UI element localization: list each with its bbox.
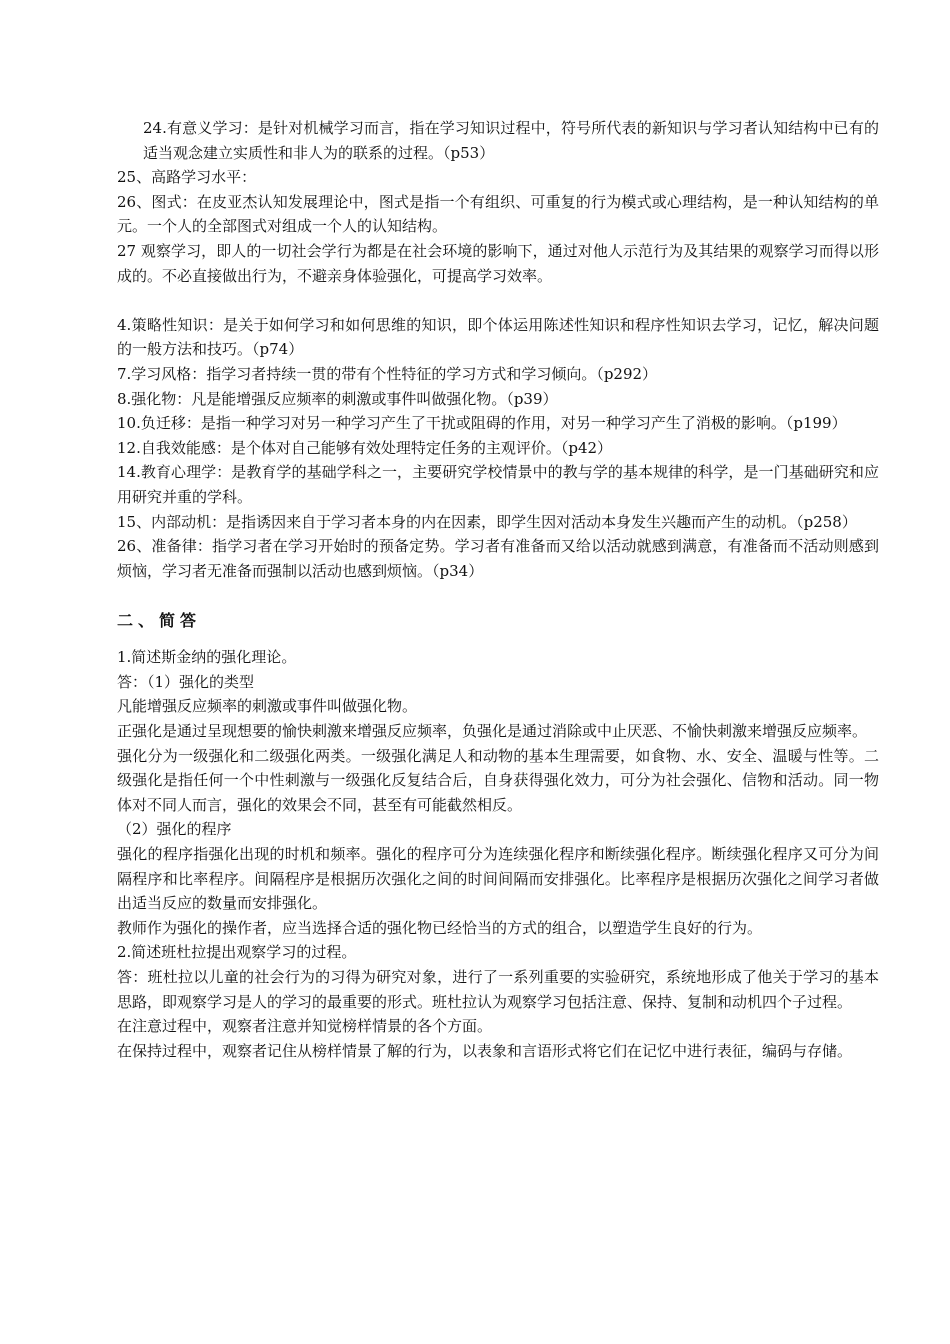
document-body — [117, 116, 879, 1063]
definition-25: 25、高路学习水平： — [117, 168, 257, 187]
definition-26-readiness: 26、准备律：指学习者在学习开始时的预备定势。学习者有准备而又给以活动就感到满意，有准备而不活动则感到烦恼，学习者无准备而强制以活动也感到烦恼。（p34） — [117, 537, 879, 580]
definition-14: 14.教育心理学：是教育学的基础学科之一，主要研究学校情景中的教与学的基本规律的科学，是一门基础研究和应用研究并重的学科。 — [117, 463, 879, 506]
definition-4: 4.策略性知识：是关于如何学习和如何思维的知识，即个体运用陈述性知识和程序性知识去学习，记忆，解决问题的一般方法和技巧。（p74） — [117, 315, 879, 359]
answer-line: 在注意过程中，观察者注意并知觉榜样情景的各个方面。 — [117, 1017, 493, 1036]
definition-8: 8.强化物：凡是能增强反应频率的刺激或事件叫做强化物。（p39） — [117, 389, 558, 408]
answer-line: 强化分为一级强化和二级强化两类。一级强化满足人和动物的基本生理需要，如食物、水、安全、温暖与性等。二级强化是指任何一个中性刺激与一级强化反复结合后，自身获得强化效力，可分为社会强化、信物和活动。同一物体对不同人而言，强化的效果会不同，甚至有可能截然相反。 — [117, 746, 879, 814]
section-heading: 二、简答 — [117, 611, 202, 631]
question-1: 1.简述斯金纳的强化理论。 — [117, 648, 297, 667]
answer-line: 正强化是通过呈现想要的愉快刺激来增强反应频率，负强化是通过消除或中止厌恶、不愉快刺激来增强反应频率。 — [117, 722, 868, 741]
definition-12: 12.自我效能感：是个体对自己能够有效处理特定任务的主观评价。（p42） — [117, 438, 613, 457]
answer-line: 强化的程序指强化出现的时机和频率。强化的程序可分为连续强化程序和断续强化程序。断续强化程序又可分为间隔程序和比率程序。间隔程序是根据历次强化之间的时间间隔而安排强化。比率程序是根据历次强化之间学习者做出适当反应的数量而安排强化。 — [117, 845, 879, 913]
answer-line: 教师作为强化的操作者，应当选择合适的强化物已经恰当的方式的组合，以塑造学生良好的行为。 — [117, 918, 763, 937]
answer-line: 凡能增强反应频率的刺激或事件叫做强化物。 — [117, 697, 418, 716]
definition-26-schema: 26、图式：在皮亚杰认知发展理论中，图式是指一个有组织、可重复的行为模式或心理结构，是一种认知结构的单元。一个人的全部图式对组成一个人的认知结构。 — [117, 192, 879, 236]
answer-line: 答：班杜拉以儿童的社会行为的习得为研究对象，进行了一系列重要的实验研究，系统地形成了他关于学习的基本思路，即观察学习是人的学习的最重要的形式。班杜拉认为观察学习包括注意、保持、复制和动机四个子过程。 — [117, 968, 879, 1011]
question-2: 2.简述班杜拉提出观察学习的过程。 — [117, 943, 357, 962]
definition-7: 7.学习风格：指学习者持续一贯的带有个性特征的学习方式和学习倾向。（p292） — [117, 364, 658, 383]
definition-10: 10.负迁移：是指一种学习对另一种学习产生了干扰或阻碍的作用，对另一种学习产生了消极的影响。（p199） — [117, 414, 847, 433]
definition-27: 27 观察学习，即人的一切社会学行为都是在社会环境的影响下，通过对他人示范行为及其结果的观察学习而得以形成的。不必直接做出行为，不避亲身体验强化，可提高学习效率。 — [117, 241, 879, 285]
answer-line: 在保持过程中，观察者记住从榜样情景了解的行为，以表象和言语形式将它们在记忆中进行表征，编码与存储。 — [117, 1041, 853, 1060]
definition-15: 15、内部动机：是指诱因来自于学习者本身的内在因素，即学生因对活动本身发生兴趣而产生的动机。（p258） — [117, 512, 857, 531]
answer-line: （2）强化的程序 — [117, 820, 232, 839]
definition-24: 24.有意义学习：是针对机械学习而言，指在学习知识过程中，符号所代表的新知识与学习者认知结构中已有的适当观念建立实质性和非人为的联系的过程。（p53） — [143, 119, 879, 162]
blank-line — [117, 288, 879, 313]
answer-line: 答：（1）强化的类型 — [117, 672, 255, 691]
